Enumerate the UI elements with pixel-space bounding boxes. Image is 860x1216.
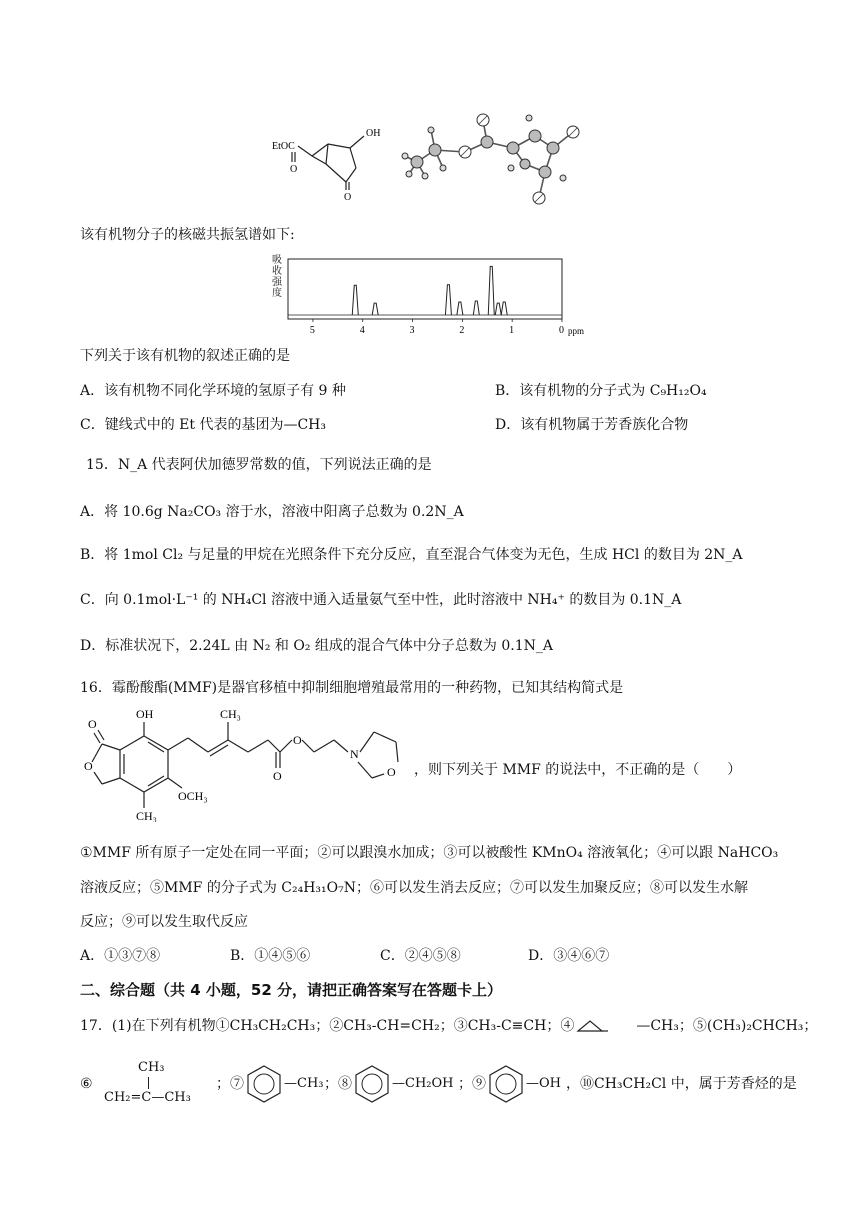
ylabel-char: 吸 bbox=[272, 255, 282, 266]
x-tick-label: 3 bbox=[409, 325, 415, 336]
section-2-heading: 二、综合题（共 4 小题，52 分，请把正确答案写在答题卡上） bbox=[80, 981, 502, 999]
plot-frame bbox=[288, 259, 562, 319]
x-tick-label: 4 bbox=[359, 325, 365, 336]
mmf-o-ring-label: O bbox=[84, 759, 93, 773]
nmr-plot bbox=[286, 255, 590, 337]
mmf-ch3-bottom-label: CH₃ bbox=[136, 809, 157, 822]
skeletal-formula-figure bbox=[262, 118, 392, 208]
q15-option-b: B．将 1mol Cl₂ 与足量的甲烷在光照条件下充分反应，直至混合气体变为无色，生成 HCl 的数目为 2N_A bbox=[80, 547, 743, 563]
nmr-peak-2 bbox=[445, 285, 451, 315]
q14-option-c: C．键线式中的 Et 代表的基团为—CH₃ bbox=[80, 417, 326, 433]
q15-stem-text: N_A 代表阿伏加德罗常数的值，下列说法正确的是 bbox=[117, 457, 432, 473]
etoc-label: EtOC bbox=[272, 141, 295, 152]
q14-option-b: B．该有机物的分子式为 C₉H₁₂O₄ bbox=[495, 383, 707, 399]
mmf-o-ester-label: O bbox=[293, 733, 302, 747]
isobutene-ch2-c-ch3: CH₂=C—CH₃ bbox=[104, 1090, 191, 1105]
q16-option-b: B．①④⑤⑥ bbox=[230, 948, 311, 964]
q16-statements-line1: ①MMF 所有原子一定处在同一平面；②可以跟溴水加成；③可以被酸性 KMnO₄ 溶液氧化；④可以跟 NaHCO₃ bbox=[80, 845, 779, 861]
nmr-spectrum-chart bbox=[262, 255, 592, 337]
nmr-peak-7 bbox=[501, 302, 507, 315]
ball-stick-model bbox=[395, 112, 595, 212]
q15-option-d: D．标准状况下，2.24L 由 N₂ 和 O₂ 组成的混合气体中分子总数为 0.1N_A bbox=[80, 638, 553, 654]
nmr-peak-6 bbox=[495, 303, 501, 315]
q15-option-c: C．向 0.1mol·L⁻¹ 的 NH₄Cl 溶液中通入适量氨气至中性，此时溶液中 NH₄⁺ 的数目为 0.1N_A bbox=[80, 592, 682, 608]
q17-line2-tail: ，⑩CH₃CH₂Cl 中，属于芳香烃的是 bbox=[566, 1076, 797, 1092]
benzene-ring-icon bbox=[352, 1064, 392, 1104]
q14-stem: 下列关于该有机物的叙述正确的是 bbox=[80, 348, 290, 364]
nmr-peak-4 bbox=[473, 301, 479, 315]
q17-line1 bbox=[80, 1016, 817, 1036]
ylabel-char: 收 bbox=[272, 266, 282, 277]
q17-item8-number: ；⑧ bbox=[324, 1076, 352, 1092]
ylabel-char: 度 bbox=[272, 288, 282, 299]
nmr-ylabel bbox=[272, 255, 282, 299]
q16-option-c: C．②④⑤⑧ bbox=[380, 948, 461, 964]
mmf-ch3-top-label: CH₃ bbox=[220, 707, 241, 721]
x-tick-label: 2 bbox=[459, 325, 465, 336]
mmf-och3-label: OCH₃ bbox=[178, 789, 208, 803]
benzene-ring-icon bbox=[244, 1064, 284, 1104]
q17-item9-number: ；⑨ bbox=[458, 1076, 486, 1092]
x-unit-label: ppm bbox=[568, 326, 585, 336]
mmf-structure bbox=[74, 704, 414, 822]
benzyl-alcohol-substituent: —CH₂OH bbox=[392, 1076, 454, 1091]
ketone-o-label: O bbox=[344, 192, 352, 203]
nmr-peak-3 bbox=[457, 302, 463, 315]
nmr-intro-text: 该有机物分子的核磁共振氢谱如下: bbox=[80, 227, 295, 243]
nmr-peak-0 bbox=[352, 285, 358, 315]
isobutene-ch3-top: CH₃ bbox=[138, 1060, 165, 1075]
q17-item6-number: ⑥ bbox=[80, 1076, 93, 1092]
mmf-n-label: N bbox=[350, 747, 359, 761]
x-tick-label: 0 bbox=[559, 325, 564, 336]
cyclopropane-icon bbox=[574, 1019, 636, 1033]
nmr-peak-1 bbox=[372, 303, 378, 315]
isobutene-structure bbox=[104, 1058, 214, 1108]
mmf-oh-label: OH bbox=[136, 707, 154, 721]
mmf-o-carbonyl-label: O bbox=[273, 769, 282, 783]
benzene-ring-icon bbox=[486, 1064, 526, 1104]
nmr-peak-5 bbox=[488, 266, 494, 315]
hydroxyl-label: OH bbox=[366, 128, 381, 139]
q15-number: 15． bbox=[86, 457, 118, 473]
q17-line1-part-b: —CH₃；⑤(CH₃)₂CHCH₃； bbox=[636, 1018, 818, 1034]
ester-o-label: O bbox=[290, 164, 298, 175]
q16-statements-line2: 溶液反应；⑤MMF 的分子式为 C₂₄H₃₁O₇N；⑥可以发生消去反应；⑦可以发生加聚反应；⑧可以发生水解 bbox=[80, 880, 748, 896]
toluene-substituent: —CH₃ bbox=[284, 1076, 324, 1091]
mmf-o-morpholine-label: O bbox=[387, 765, 396, 779]
q16-option-a: A．①③⑦⑧ bbox=[80, 948, 161, 964]
x-tick-label: 5 bbox=[309, 325, 315, 336]
q16-option-d: D．③④⑥⑦ bbox=[528, 948, 610, 964]
x-tick-label: 1 bbox=[509, 325, 515, 336]
q15-stem bbox=[86, 455, 432, 475]
q16-stem: 16．霉酚酸酯(MMF)是器官移植中抑制细胞增殖最常用的一种药物，已知其结构简式是 bbox=[80, 680, 624, 696]
q16-stem-tail: ，则下列关于 MMF 的说法中，不正确的是（ ） bbox=[414, 762, 742, 778]
phenol-substituent: —OH bbox=[526, 1076, 561, 1091]
q14-option-a: A．该有机物不同化学环境的氢原子有 9 种 bbox=[80, 383, 346, 399]
q15-option-a: A．将 10.6g Na₂CO₃ 溶于水，溶液中阳离子总数为 0.2N_A bbox=[80, 504, 464, 520]
q17-line1-part-a: 17．(1)在下列有机物①CH₃CH₂CH₃；②CH₃-CH=CH₂；③CH₃-C≡CH；④ bbox=[80, 1018, 575, 1034]
q16-statements-line3: 反应；⑨可以发生取代反应 bbox=[80, 914, 248, 930]
mmf-o-lactone-carbonyl: O bbox=[88, 717, 97, 731]
q17-item7-number: ；⑦ bbox=[216, 1076, 244, 1092]
q17-line2 bbox=[80, 1058, 800, 1110]
q14-option-d: D．该有机物属于芳香族化合物 bbox=[495, 417, 689, 433]
ylabel-char: 强 bbox=[272, 277, 282, 288]
